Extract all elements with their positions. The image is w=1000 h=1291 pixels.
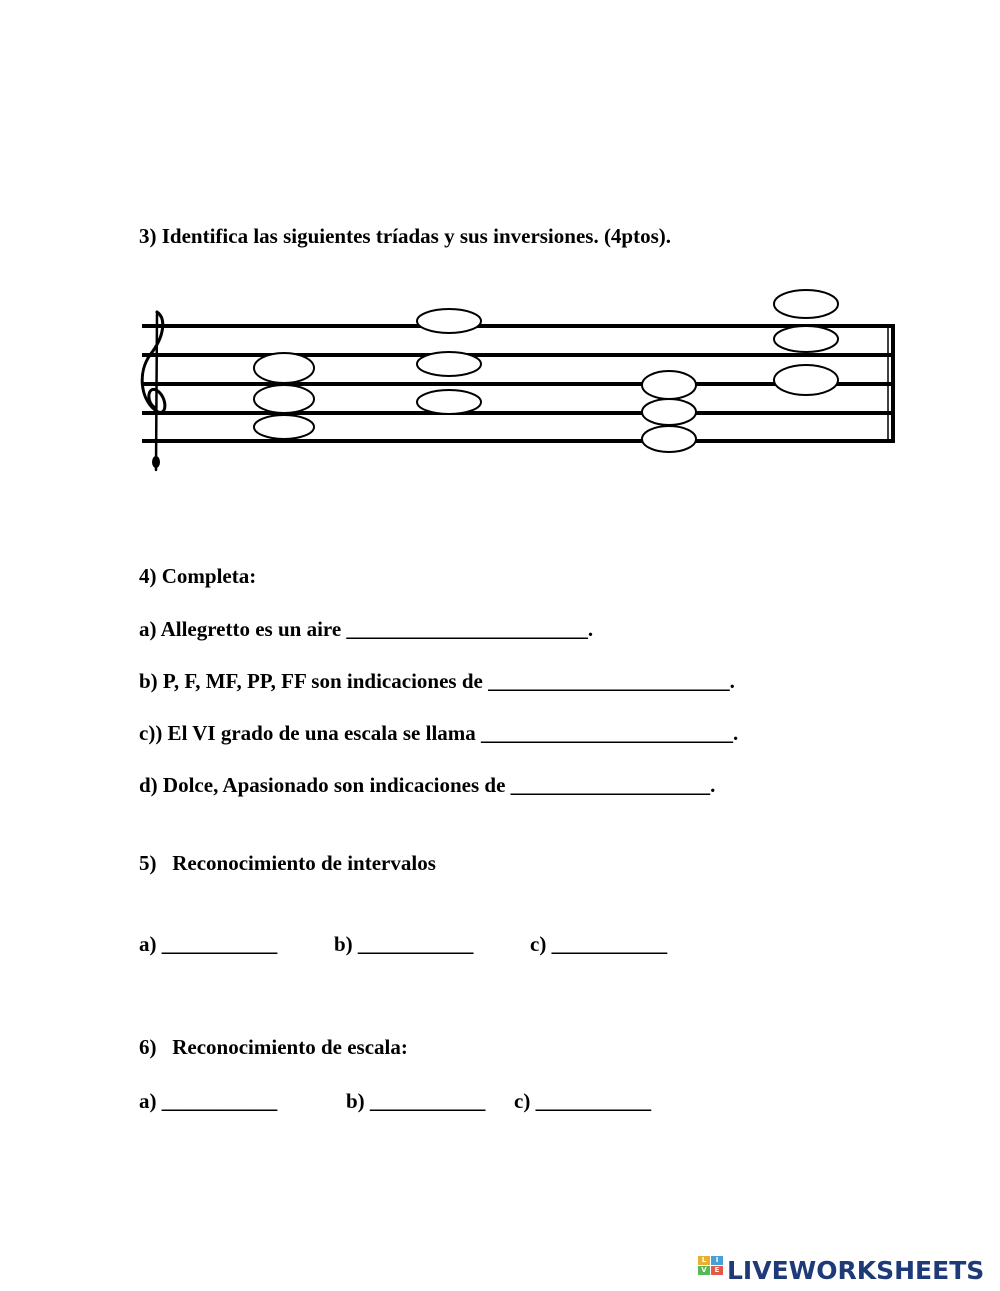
- chord-1-note-top: [254, 353, 314, 383]
- question-4-item-b: b) P, F, MF, PP, FF son indicaciones de _______________________.: [139, 669, 735, 693]
- chord-3-note-bottom: [642, 426, 696, 452]
- question-6-answer-c: c) ___________: [514, 1089, 652, 1113]
- logo-blocks-icon: L I V E: [698, 1256, 724, 1284]
- chord-4-note-top: [774, 290, 838, 318]
- question-5-answer-b: b) ___________: [334, 932, 474, 956]
- chord-1-note-mid: [254, 385, 314, 413]
- logo-text: LIVEWORKSHEETS: [727, 1255, 985, 1285]
- chord-4-note-mid: [774, 326, 838, 352]
- chord-2-note-top: [417, 309, 481, 333]
- question-3-title: 3) Identifica las siguientes tríadas y sus inversiones. (4ptos).: [139, 224, 672, 248]
- question-4-item-a: a) Allegretto es un aire _______________________.: [139, 617, 594, 641]
- chord-2-note-bottom: [417, 390, 481, 414]
- chord-3-note-mid: [642, 399, 696, 425]
- question-5-answer-c: c) ___________: [530, 932, 668, 956]
- question-5-title: 5) Reconocimiento de intervalos: [139, 851, 436, 875]
- chord-2-note-mid: [417, 352, 481, 376]
- question-4-item-c: c)) El VI grado de una escala se llama ________________________.: [139, 721, 739, 745]
- chord-4-note-bottom: [774, 365, 838, 395]
- chord-3-note-top: [642, 371, 696, 399]
- music-staff: [0, 0, 1000, 500]
- question-6-answer-a: a) ___________: [139, 1089, 278, 1113]
- question-4-item-d: d) Dolce, Apasionado son indicaciones de ___________________.: [139, 773, 716, 797]
- treble-clef: [142, 312, 165, 470]
- chord-1-note-bottom: [254, 415, 314, 439]
- question-5-answer-a: a) ___________: [139, 932, 278, 956]
- question-4-title: 4) Completa:: [139, 564, 257, 588]
- question-6-title: 6) Reconocimiento de escala:: [139, 1035, 408, 1059]
- question-6-answer-b: b) ___________: [346, 1089, 486, 1113]
- liveworksheets-logo: [698, 1253, 984, 1287]
